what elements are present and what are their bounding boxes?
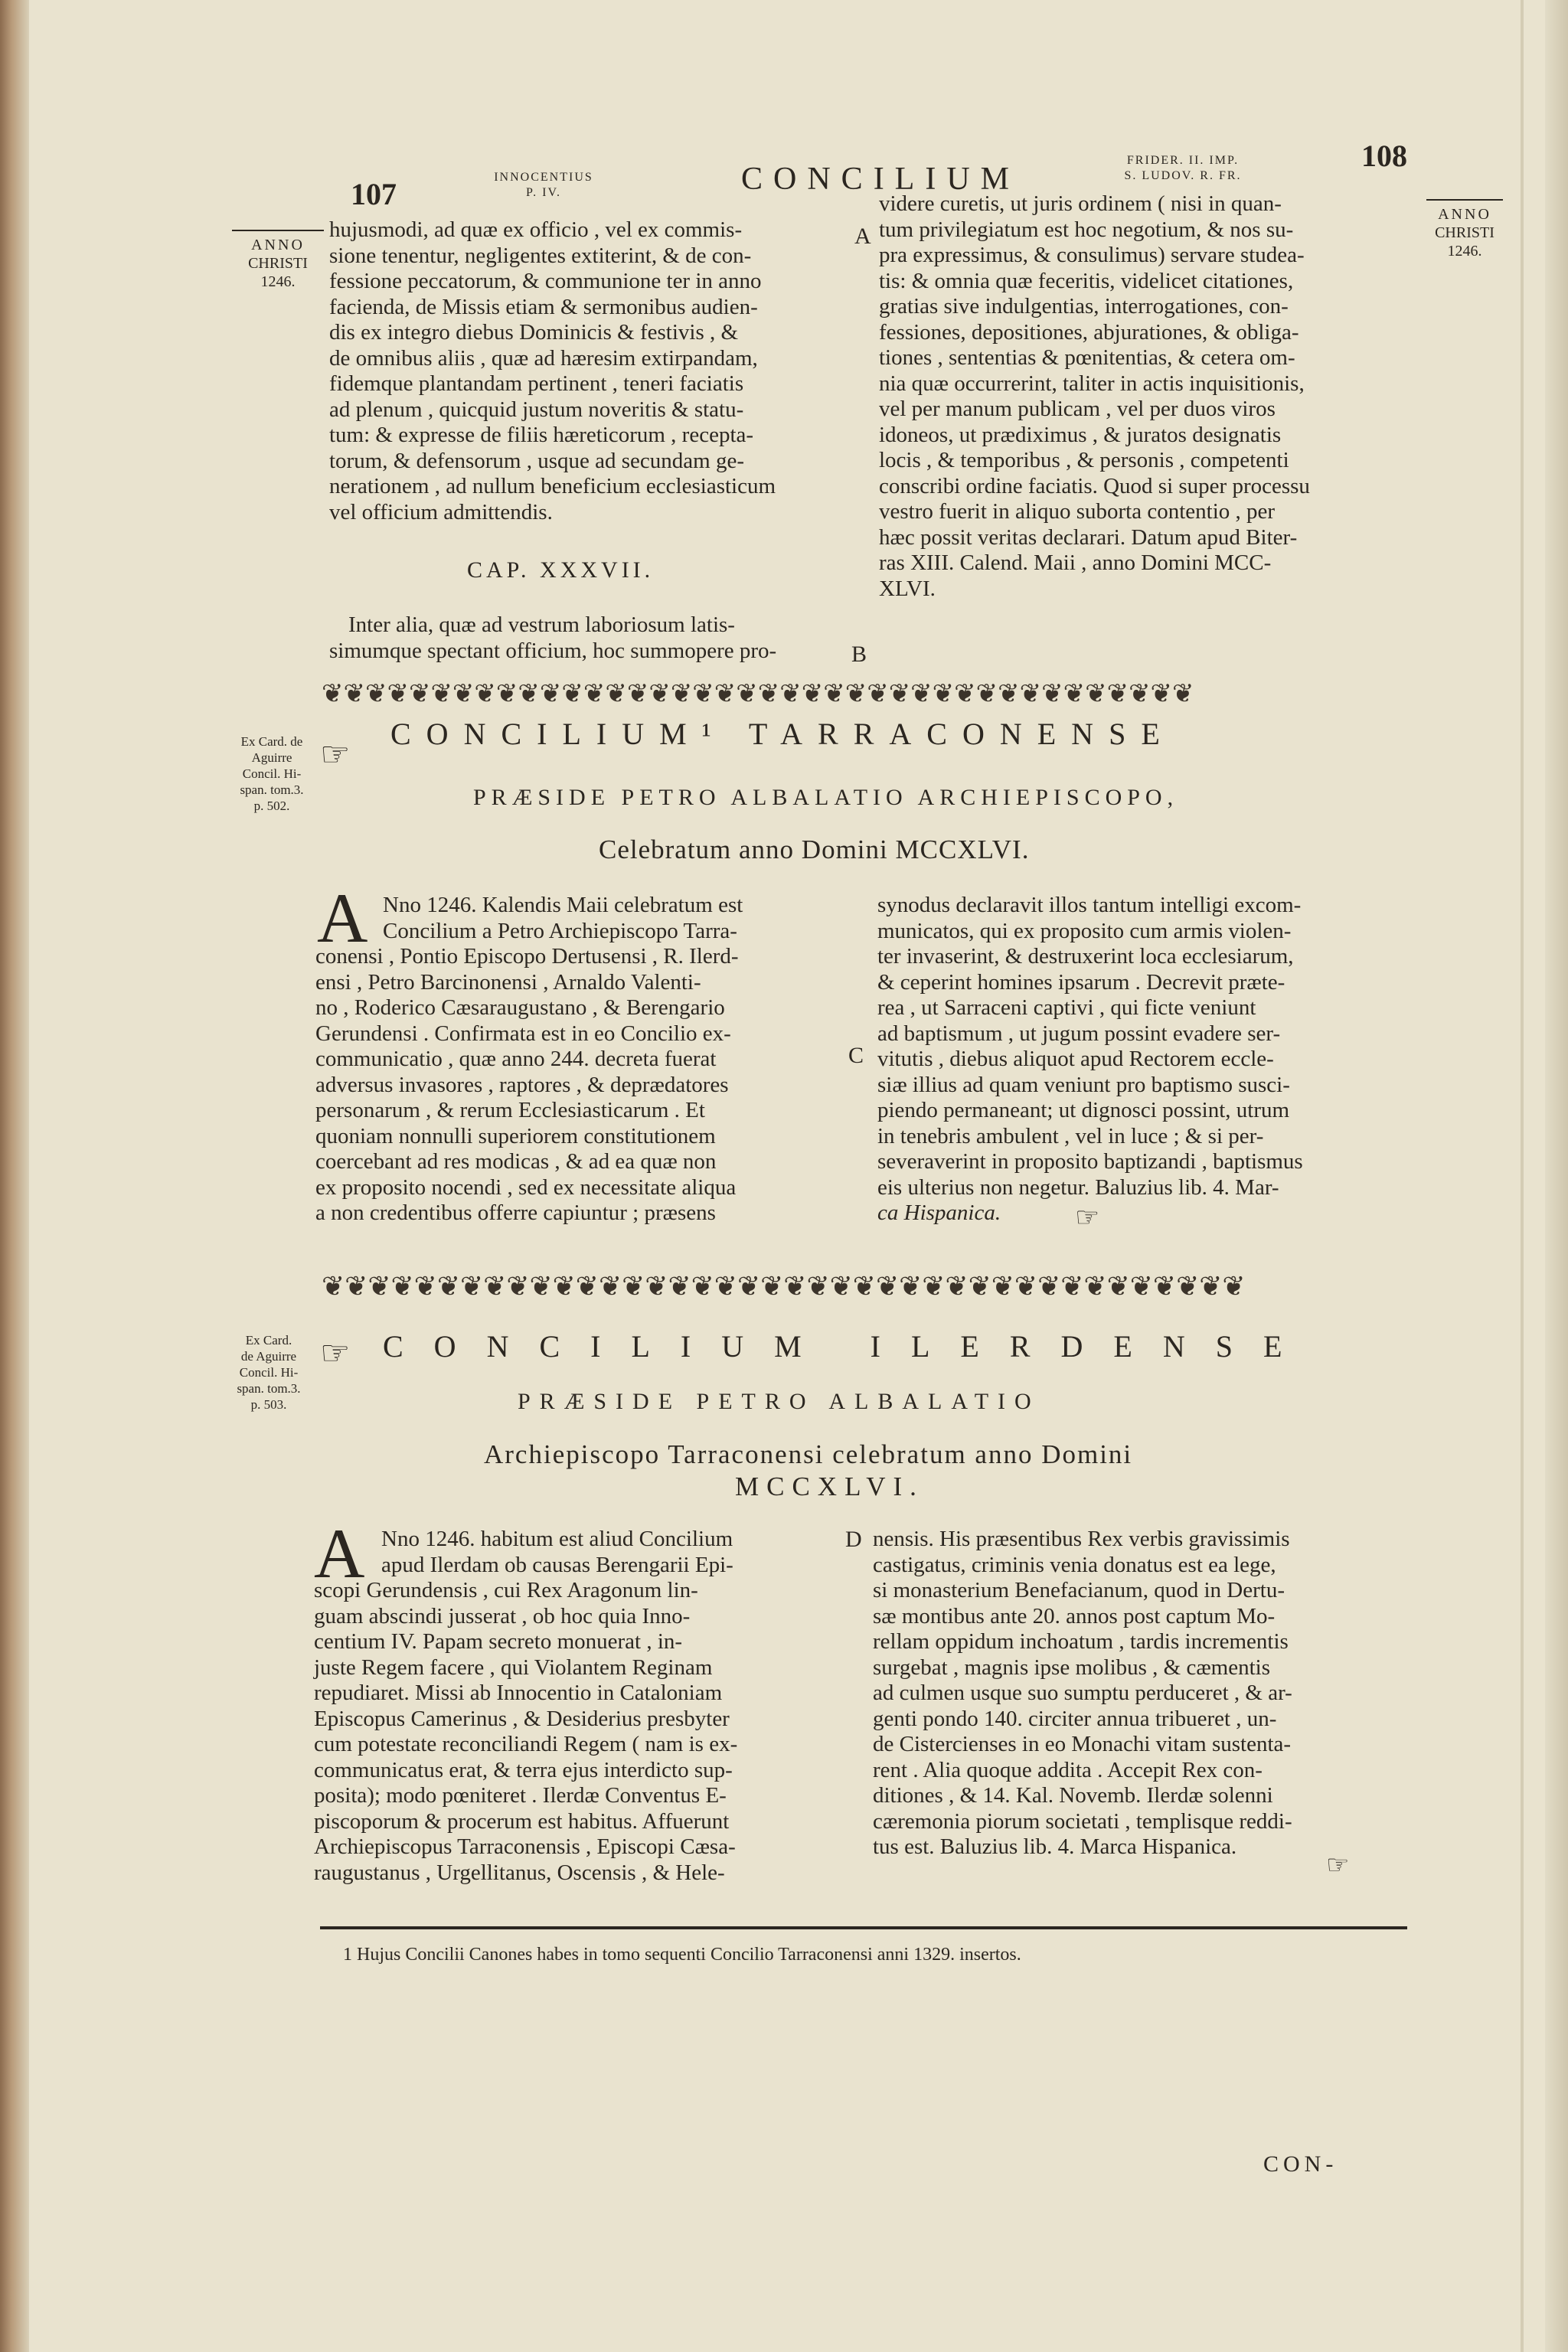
pointing-hand-icon: ☞ [320,1334,351,1373]
source-note-line: span. tom.3. [237,1381,301,1396]
section2-subtitle: PRÆSIDE PETRO ALBALATIO [518,1389,1040,1414]
text-line: XLVI. [879,576,936,601]
text-line: posita); modo pœniteret . Ilerdæ Conventus E- [314,1783,727,1808]
text-line: de omnibus aliis , quæ ad hæresim extirpandam, [329,345,758,371]
text-line: & ceperint homines ipsarum . Decrevit præte- [877,969,1285,995]
top-left-column [329,217,850,525]
text-line: quoniam nonnulli superiorem constitutionem [315,1123,716,1148]
text-line: videre curetis, ut juris ordinem ( nisi in quan- [879,191,1282,216]
footnote-text: 1 Hujus Concilii Canones habes in tomo sequenti Concilio Tarraconensi anni 1329. insertos. [343,1945,1021,1965]
section2-right-column [873,1527,1409,1860]
end-mark-icon: ☞ [1075,1202,1100,1233]
text-line: juste Regem facere , qui Violantem Reginam [314,1655,713,1680]
text-line: no , Roderico Cæsaraugustano , & Berengario [315,995,725,1020]
text-line: ter invaserint, & destruxerint loca ecclesiarum, [877,944,1294,969]
text-line: sione tenentur, negligentes extiterint, & de con- [329,243,752,268]
text-line: synodus declaravit illos tantum intelligi excom- [877,893,1302,917]
margin-marker-a: A [854,224,871,249]
source-note-line: de Aguirre [240,1349,297,1364]
source-note-line: p. 502. [253,799,290,813]
section1-right-column [877,893,1413,1227]
running-head-right [1095,153,1271,184]
text-line: tiones , sententias & pœnitentias, & cetera om- [879,345,1295,370]
text-line: gratias sive indulgentias, interrogationes, con- [879,294,1289,318]
text-line: conensi , Pontio Episcopo Dertusensi , R. Ilerd- [315,944,739,969]
text-line: eis ulterius non negetur. Baluzius lib. 4. Mar- [877,1174,1279,1200]
text-line: pra expressimus, & consulimus) servare studea- [879,243,1305,267]
dropcap-a-2: A [314,1514,365,1592]
margin-marker-c: C [848,1043,864,1068]
text-line: ca Hispanica. [877,1200,1001,1225]
text-line: nerationem , ad nullum beneficium ecclesiasticum [329,474,776,498]
source-note-line: p. 503. [250,1397,287,1412]
runner-right-line-2: S. LUDOV. R. FR. [1124,169,1242,182]
year-note-right-1: ANNO [1438,206,1491,223]
ornament-band-2: ❦❦❦❦❦❦❦❦❦❦❦❦❦❦❦❦❦❦❦❦❦❦❦❦❦❦❦❦❦❦❦❦❦❦❦❦❦❦❦❦ [322,1271,1246,1302]
text-line: locis , & temporibus , & personis , competenti [879,448,1289,472]
cap-heading: CAP. XXXVII. [467,557,655,583]
text-line: rea , ut Sarraceni captivi , qui ficte veniunt [877,995,1256,1020]
book-edge-left [0,0,29,2352]
section1-subtitle: PRÆSIDE PETRO ALBALATIO ARCHIEPISCOPO, [473,785,1179,810]
text-line: Gerundensi . Confirmata est in eo Concilio ex- [315,1021,731,1046]
ornament-band-1: ❦❦❦❦❦❦❦❦❦❦❦❦❦❦❦❦❦❦❦❦❦❦❦❦❦❦❦❦❦❦❦❦❦❦❦❦❦❦❦❦ [322,678,1194,709]
page-fold-line [1521,0,1524,2352]
text-line: ad culmen usque suo sumptu perduceret , & ar- [873,1681,1292,1705]
text-line: dis ex integro diebus Dominicis & festivis , & [329,320,739,345]
text-line: coercebant ad res modicas , & ad ea quæ non [315,1149,717,1174]
text-line: communicatio , quæ anno 244. decreta fuerat [315,1047,717,1071]
source-note-line: Concil. Hi- [242,766,302,781]
source-note-line: Concil. Hi- [239,1365,299,1380]
text-line: simumque spectant officium, hoc summopere pro- [329,638,777,663]
text-line: vitutis , diebus aliquot apud Rectorem eccle- [877,1047,1274,1071]
section1-subtitle-date: Celebratum anno Domini MCCXLVI. [599,835,1030,864]
year-note-left-1: ANNO [251,237,305,253]
text-line: communicatus erat, & terra ejus interdicto sup- [314,1757,733,1782]
text-line: Nno 1246. Kalendis Maii celebratum est [383,893,743,917]
text-line: piendo permaneant; ut dignosci possint, utrum [877,1098,1290,1122]
text-line: nensis. His præsentibus Rex verbis gravissimis [873,1527,1290,1551]
text-line: ad plenum , quicquid justum noveritis & statu- [329,397,744,422]
text-line: a non credentibus offerre capiuntur ; præsens [315,1200,716,1225]
year-note-rule-right [1426,199,1503,201]
text-line: vestro fuerit in aliquo suborta contentio , per [879,499,1276,524]
pointing-hand-icon: ☞ [320,735,351,774]
text-line: ras XIII. Calend. Maii , anno Domini MCC- [879,550,1272,575]
text-line: hujusmodi, ad quæ ex officio , vel ex commis- [329,217,743,242]
text-line: centium IV. Papam secreto monuerat , in- [314,1629,683,1654]
text-line: rent . Alia quoque addita . Accepit Rex con- [873,1757,1263,1782]
running-head-left [482,170,605,201]
end-mark-icon: ☞ [1326,1850,1350,1880]
running-head-title: CONCILIUM [741,162,1020,197]
source-note-line: Ex Card. de [240,734,303,749]
text-line: de Cistercienses in eo Monachi vitam sustenta- [873,1732,1292,1756]
catchword: CON- [1263,2151,1338,2177]
text-line: severaverint in proposito baptizandi , baptismus [877,1149,1303,1174]
text-line: piscoporum & procerum est habitus. Affuerunt [314,1808,730,1834]
text-line: genti pondo 140. circiter annua tribueret , un- [873,1706,1277,1731]
section2-title: CONCILIUM ILERDENSE [383,1329,1313,1364]
runner-right-line-1: FRIDER. II. IMP. [1126,154,1240,167]
cap-text [329,612,854,664]
year-note-left [228,230,328,291]
text-line: conscribi ordine faciatis. Quod si super processu [879,473,1310,498]
section2-left-column [314,1514,835,1886]
text-line: fessiones, depositiones, abjurationes, & obliga- [879,319,1299,345]
text-line: fessione peccatorum, & communione ter in anno [329,269,762,293]
text-line: vel per manum publicam , vel per duos viros [879,397,1276,421]
margin-marker-b: B [851,642,867,667]
year-note-right [1423,199,1507,260]
text-line: guam abscindi jusserat , ob hoc quia Inno- [314,1603,691,1628]
source-note-line: span. tom.3. [240,782,304,797]
text-line: rellam oppidum inchoatum , tardis incrementis [873,1629,1289,1654]
text-line: municatos, qui ex proposito cum armis violen- [877,918,1292,943]
text-line: tus est. Baluzius lib. 4. Marca Hispanica. [873,1834,1237,1859]
text-line: sæ montibus ante 20. annos post captum Mo- [873,1603,1276,1628]
text-line: castigatus, criminis venia donatus est ea lege, [873,1552,1276,1577]
year-note-right-3: 1246. [1447,243,1482,260]
text-line: torum, & defensorum , usque ad secundam ge- [329,448,744,473]
runner-left-line-1: INNOCENTIUS [494,171,593,184]
page-number-left: 107 [351,177,397,211]
text-line: scopi Gerundensis , cui Rex Aragonum lin- [314,1578,698,1602]
section1-title: CONCILIUM¹ TARRACONENSE [390,717,1175,751]
page-number-right: 108 [1361,139,1407,173]
text-line: vel officium admittendis. [329,499,553,524]
text-line: raugustanus , Urgellitanus, Oscensis , & Hele- [314,1860,725,1885]
source-note-line: Aguirre [251,750,292,765]
text-line: ex proposito nocendi , sed ex necessitate aliqua [315,1174,737,1200]
text-line: Inter alia, quæ ad vestrum laboriosum latis- [348,612,735,637]
text-line: nia quæ occurrerint, taliter in actis inquisitionis, [879,371,1305,396]
text-line: in tenebris ambulent , vel in luce ; & si per- [877,1123,1264,1148]
text-line: ensi , Petro Barcinonensi , Arnaldo Valenti- [315,969,701,995]
margin-marker-d: D [845,1527,862,1552]
text-line: Nno 1246. habitum est aliud Concilium [381,1527,733,1551]
text-line: ad baptismum , ut jugum possint evadere ser- [877,1021,1281,1046]
text-line: Episcopus Camerinus , & Desiderius presbyter [314,1706,730,1731]
year-note-right-2: CHRISTI [1435,224,1494,241]
source-note-1 [222,733,322,814]
year-note-left-2: CHRISTI [248,255,308,272]
text-line: idoneos, ut prædiximus , & juratos designatis [879,422,1282,447]
text-line: tum: & expresse de filiis hæreticorum , recepta- [329,423,754,447]
footnote-rule [320,1926,1407,1929]
text-line: fidemque plantandam pertinent , teneri faciatis [329,371,744,396]
dropcap-a-1: A [317,879,368,957]
text-line: cum potestate reconciliandi Regem ( nam is ex- [314,1732,738,1756]
source-note-2 [219,1332,318,1413]
text-line: ditiones , & 14. Kal. Novemb. Ilerdæ solenni [873,1783,1273,1808]
text-line: repudiaret. Missi ab Innocentio in Cataloniam [314,1681,723,1705]
book-edge-right [1545,0,1568,2352]
section2-subtitle-date: Archiepiscopo Tarraconensi celebratum anno Domini [484,1439,1133,1469]
text-line: surgebat , magnis ipse molibus , & cæmentis [873,1655,1271,1680]
text-line: tum privilegiatum est hoc negotium, & nos su- [879,217,1294,242]
year-note-left-3: 1246. [260,273,296,290]
text-line: hæc possit veritas declarari. Datum apud Biter- [879,524,1298,550]
text-line: adversus invasores , raptores , & deprædatores [315,1072,729,1097]
text-line: tis: & omnia quæ feceritis, videlicet citationes, [879,268,1294,293]
section2-subtitle-year: MCCXLVI. [735,1472,924,1501]
text-line: personarum , & rerum Ecclesiasticarum . Et [315,1098,705,1122]
text-line: facienda, de Missis etiam & sermonibus audien- [329,294,758,319]
section1-left-column [315,893,836,1227]
year-note-rule [232,230,324,231]
text-line: Archiepiscopus Tarraconensis , Episcopi Cæsa- [314,1834,736,1859]
text-line: cæremonia piorum societati , templisque reddi- [873,1808,1292,1834]
text-line: apud Ilerdam ob causas Berengarii Epi- [381,1552,733,1577]
text-line: siæ illius ad quam veniunt pro baptismo susci- [877,1072,1290,1097]
runner-left-line-2: P. IV. [526,186,561,199]
source-note-line: Ex Card. [245,1333,292,1348]
text-line: si monasterium Benefacianum, quod in Dertu- [873,1578,1285,1602]
text-line: Concilium a Petro Archiepiscopo Tarra- [383,918,737,943]
top-right-column [879,191,1415,602]
